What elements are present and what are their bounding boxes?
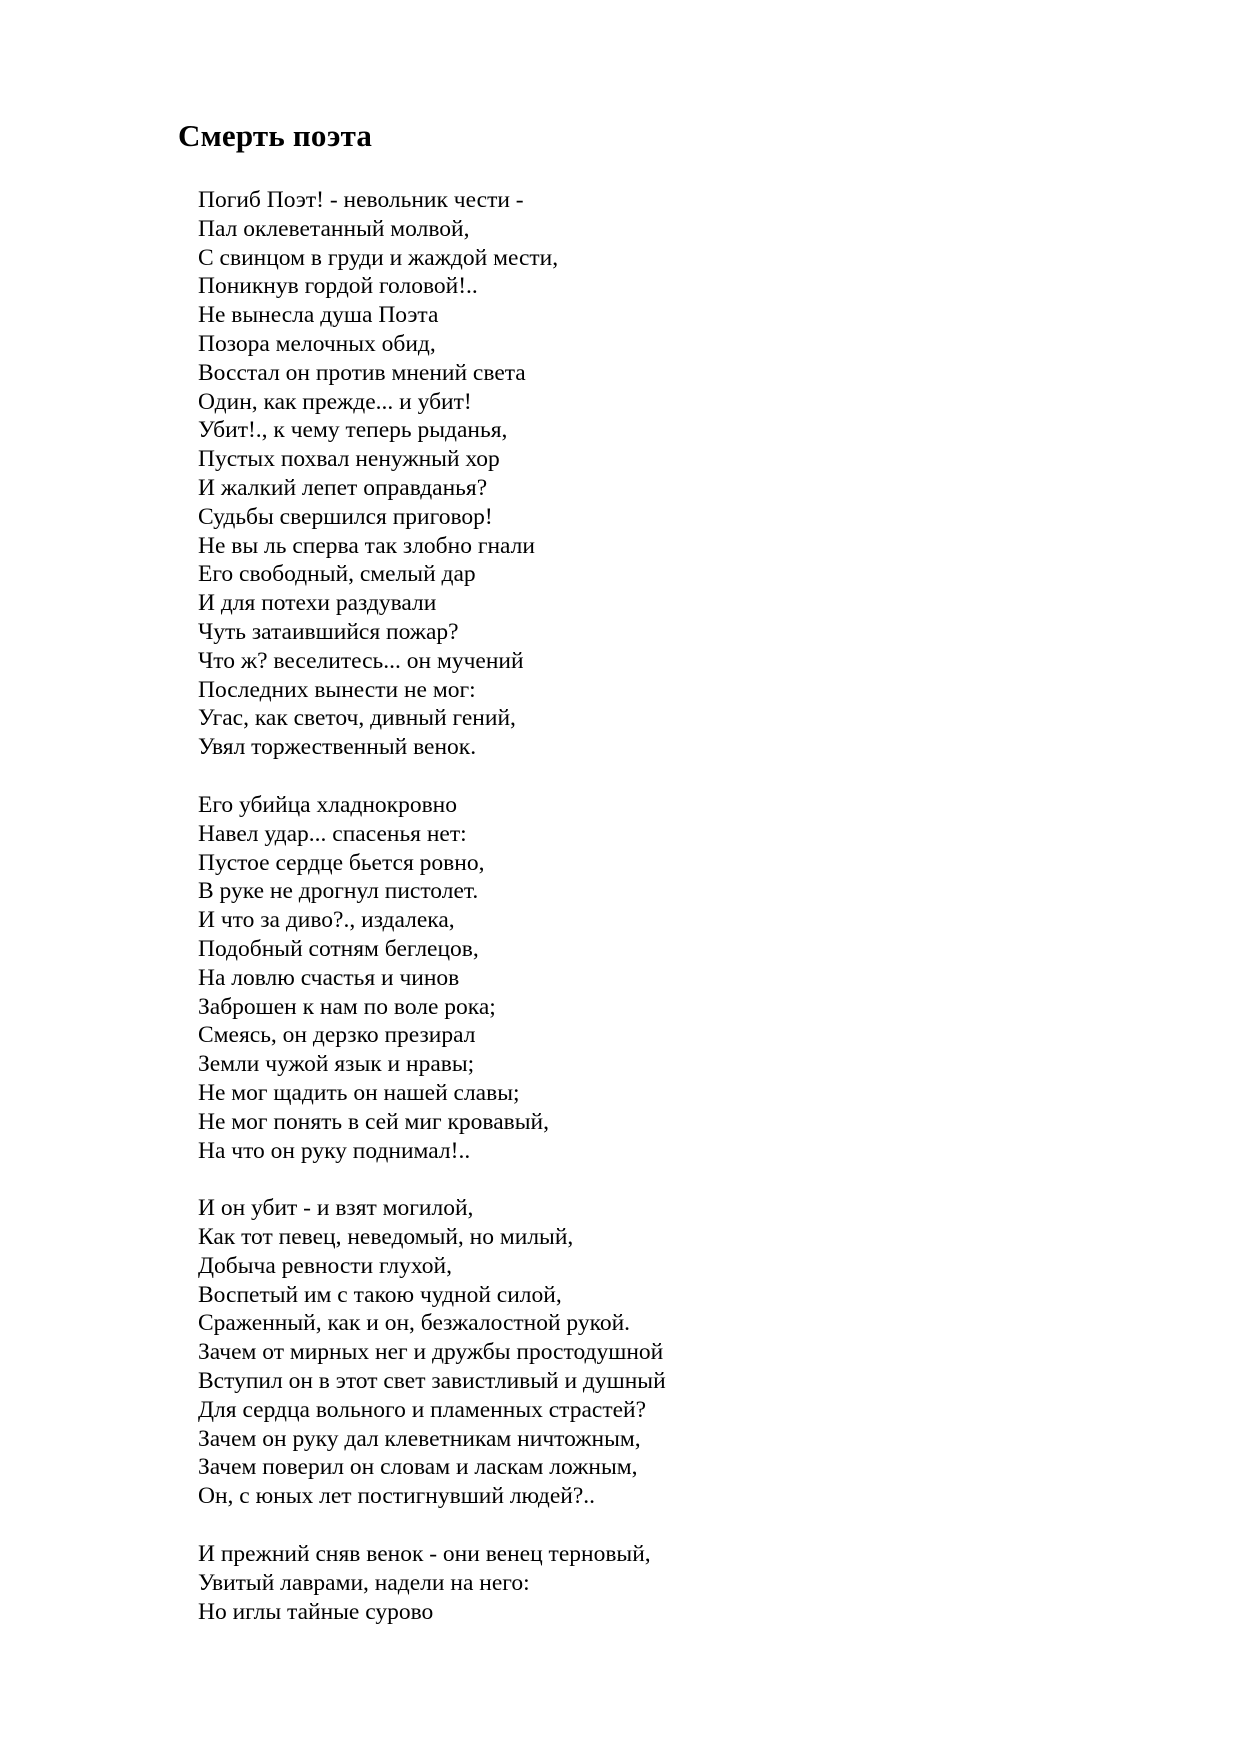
poem-line: Вступил он в этот свет завистливый и душный xyxy=(198,1368,666,1395)
poem-line: Его свободный, смелый дар xyxy=(198,561,476,588)
poem-line: Подобный сотням беглецов, xyxy=(198,935,479,962)
poem-line: Позора мелочных обид, xyxy=(198,330,436,357)
poem-line: Зачем от мирных нег и дружбы простодушной xyxy=(198,1339,664,1366)
poem-line: Зачем поверил он словам и ласкам ложным, xyxy=(198,1454,638,1481)
poem-line: Навел удар... спасенья нет: xyxy=(198,820,467,847)
poem-title: Смерть поэта xyxy=(178,118,373,153)
poem-body xyxy=(198,186,1098,1655)
stanza-4 xyxy=(198,1540,1098,1626)
poem-line: Пал оклеветанный молвой, xyxy=(198,215,470,242)
poem-line: На что он руку поднимал!.. xyxy=(198,1137,471,1164)
poem-line: Добыча ревности глухой, xyxy=(198,1252,452,1279)
poem-line: Смеясь, он дерзко презирал xyxy=(198,1022,476,1049)
poem-line: Он, с юных лет постигнувший людей?.. xyxy=(198,1483,596,1510)
poem-line: Судьбы свершился приговор! xyxy=(198,503,493,530)
poem-line: Один, как прежде... и убит! xyxy=(198,388,472,415)
poem-line: Что ж? веселитесь... он мучений xyxy=(198,647,524,674)
poem-line: Последних вынести не мог: xyxy=(198,676,476,703)
poem-line: И для потехи раздували xyxy=(198,590,437,617)
poem-line: Его убийца хладнокровно xyxy=(198,791,457,818)
poem-line: Сраженный, как и он, безжалостной рукой. xyxy=(198,1310,631,1337)
poem-line: Не мог щадить он нашей славы; xyxy=(198,1079,520,1106)
poem-line: Земли чужой язык и нравы; xyxy=(198,1051,475,1078)
stanza-2 xyxy=(198,791,1098,1165)
poem-line: На ловлю счастья и чинов xyxy=(198,964,460,991)
stanza-3 xyxy=(198,1194,1098,1511)
stanza-1 xyxy=(198,186,1098,762)
poem-line: Как тот певец, неведомый, но милый, xyxy=(198,1224,574,1251)
poem-line: Угас, как светоч, дивный гений, xyxy=(198,705,516,732)
poem-line: Воспетый им с такою чудной силой, xyxy=(198,1281,562,1308)
poem-line: Для сердца вольного и пламенных страстей? xyxy=(198,1396,647,1423)
poem-line: И он убит - и взят могилой, xyxy=(198,1195,474,1222)
poem-line: Зачем он руку дал клеветникам ничтожным, xyxy=(198,1425,641,1452)
poem-line: Пустых похвал ненужный хор xyxy=(198,446,500,473)
poem-line: И что за диво?., издалека, xyxy=(198,907,455,934)
poem-line: Не вы ль сперва так злобно гнали xyxy=(198,532,535,559)
poem-line: Восстал он против мнений света xyxy=(198,359,526,386)
poem-line: Убит!., к чему теперь рыданья, xyxy=(198,417,508,444)
poem-line: Пустое сердце бьется ровно, xyxy=(198,849,485,876)
poem-line: Чуть затаившийся пожар? xyxy=(198,618,459,645)
poem-line: С свинцом в груди и жаждой мести, xyxy=(198,244,559,271)
poem-line: Увял торжественный венок. xyxy=(198,734,477,761)
poem-line: Погиб Поэт! - невольник чести - xyxy=(198,187,524,213)
poem-line: Заброшен к нам по воле рока; xyxy=(198,993,496,1020)
poem-line: Увитый лаврами, надели на него: xyxy=(198,1569,530,1596)
poem-line: Но иглы тайные сурово xyxy=(198,1598,434,1625)
poem-line: Не вынесла душа Поэта xyxy=(198,302,439,329)
poem-line: Не мог понять в сей миг кровавый, xyxy=(198,1108,549,1135)
poem-line: И жалкий лепет оправданья? xyxy=(198,474,488,501)
poem-line: В руке не дрогнул пистолет. xyxy=(198,878,479,905)
poem-line: И прежний сняв венок - они венец терновый, xyxy=(198,1541,651,1568)
poem-line: Поникнув гордой головой!.. xyxy=(198,273,478,300)
